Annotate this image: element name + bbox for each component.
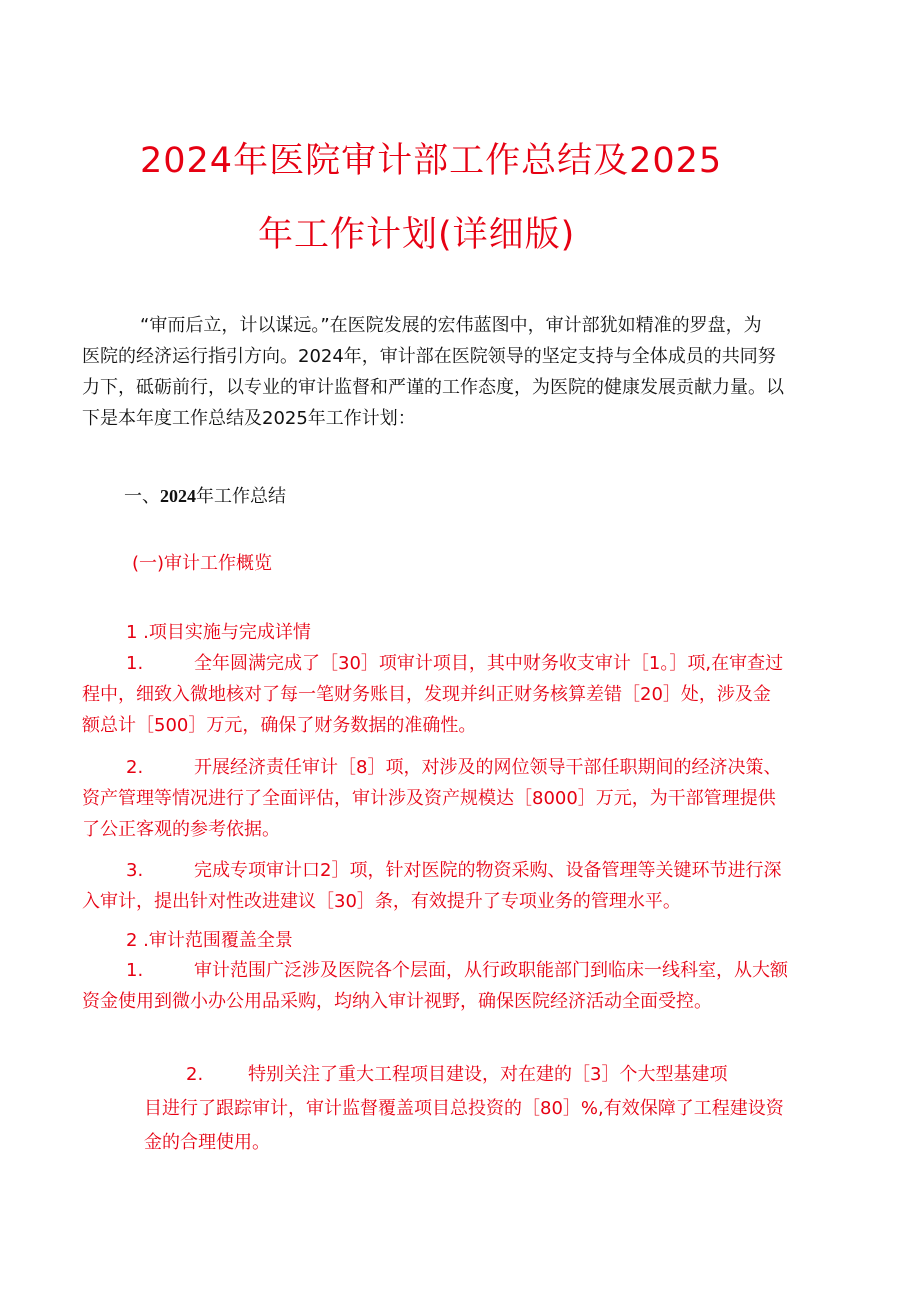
list-item	[82, 648, 822, 741]
list-item-line	[144, 1058, 824, 1092]
list-item-marker: 1.	[126, 653, 144, 674]
list-item	[82, 752, 822, 845]
list-item-line: 金的合理使用。	[144, 1132, 270, 1153]
point-heading-1: 1 .项目实施与完成详情	[126, 622, 311, 643]
intro-line: 医院的经济运行指引方向。2024年，审计部在医院领导的坚定支持与全体成员的共同努	[82, 346, 776, 367]
list-item-text: 审计范围广泛涉及医院各个层面，从行政职能部门到临床一线科室，从大额	[194, 960, 788, 981]
point-heading-2: 2 .审计范围覆盖全景	[126, 930, 293, 951]
list-item-line	[82, 955, 822, 986]
list-item-line: 资产管理等情况进行了全面评估，审计涉及资产规模达［8000］万元，为干部管理提供	[82, 788, 776, 809]
intro-line: 下是本年度工作总结及2025年工作计划：	[82, 408, 416, 429]
subsection-heading: (一)审计工作概览	[132, 553, 273, 574]
list-item-line	[82, 648, 822, 679]
list-item-line: 了公正客观的参考依据。	[82, 819, 280, 840]
section-heading-suffix: 年工作总结	[196, 486, 286, 507]
document-title-line-1: 2024年医院审计部工作总结及2025	[140, 141, 723, 181]
list-item-line: 额总计［500］万元，确保了财务数据的准确性。	[82, 715, 477, 736]
list-item	[82, 955, 822, 1017]
section-heading-year: 2024	[160, 486, 196, 506]
list-item-line: 目进行了跟踪审计，审计监督覆盖项目总投资的［80］%,有效保障了工程建设资	[144, 1098, 784, 1119]
intro-line: “审而后立，计以谋远。”在医院发展的宏伟蓝图中，审计部犹如精准的罗盘，为	[140, 315, 762, 336]
list-item-text: 全年圆满完成了［30］项审计项目，其中财务收支审计［1。］项,在审查过	[194, 653, 784, 674]
list-item-line	[82, 855, 822, 886]
section-heading-1	[124, 482, 286, 508]
list-item-text: 开展经济责任审计［8］项，对涉及的网位领导干部任职期间的经济决策、	[194, 757, 782, 778]
list-item	[144, 1058, 824, 1160]
list-item-text: 特别关注了重大工程项目建设，对在建的［3］个大型基建项	[248, 1064, 728, 1085]
list-item-line: 程中，细致入微地核对了每一笔财务账目，发现并纠正财务核算差错［20］处，涉及金	[82, 684, 771, 705]
list-item-line: 资金使用到微小办公用品采购，均纳入审计视野，确保医院经济活动全面受控。	[82, 991, 712, 1012]
list-item	[82, 855, 822, 917]
list-item-marker: 3.	[126, 860, 144, 881]
list-item-marker: 1.	[126, 960, 144, 981]
list-item-text: 完成专项审计口2］项，针对医院的物资采购、设备管理等关键环节进行深	[194, 860, 782, 881]
document-title-line-2: 年工作计划(详细版)	[258, 215, 576, 255]
list-item-marker: 2.	[186, 1064, 204, 1085]
list-item-marker: 2.	[126, 757, 144, 778]
list-item-line	[82, 752, 822, 783]
intro-line: 力下，砥砺前行，以专业的审计监督和严谨的工作态度，为医院的健康发展贡献力量。以	[82, 377, 784, 398]
list-item-line: 入审计，提出针对性改进建议［30］条，有效提升了专项业务的管理水平。	[82, 891, 681, 912]
intro-paragraph	[82, 310, 822, 434]
section-heading-prefix: 一、	[124, 486, 160, 507]
